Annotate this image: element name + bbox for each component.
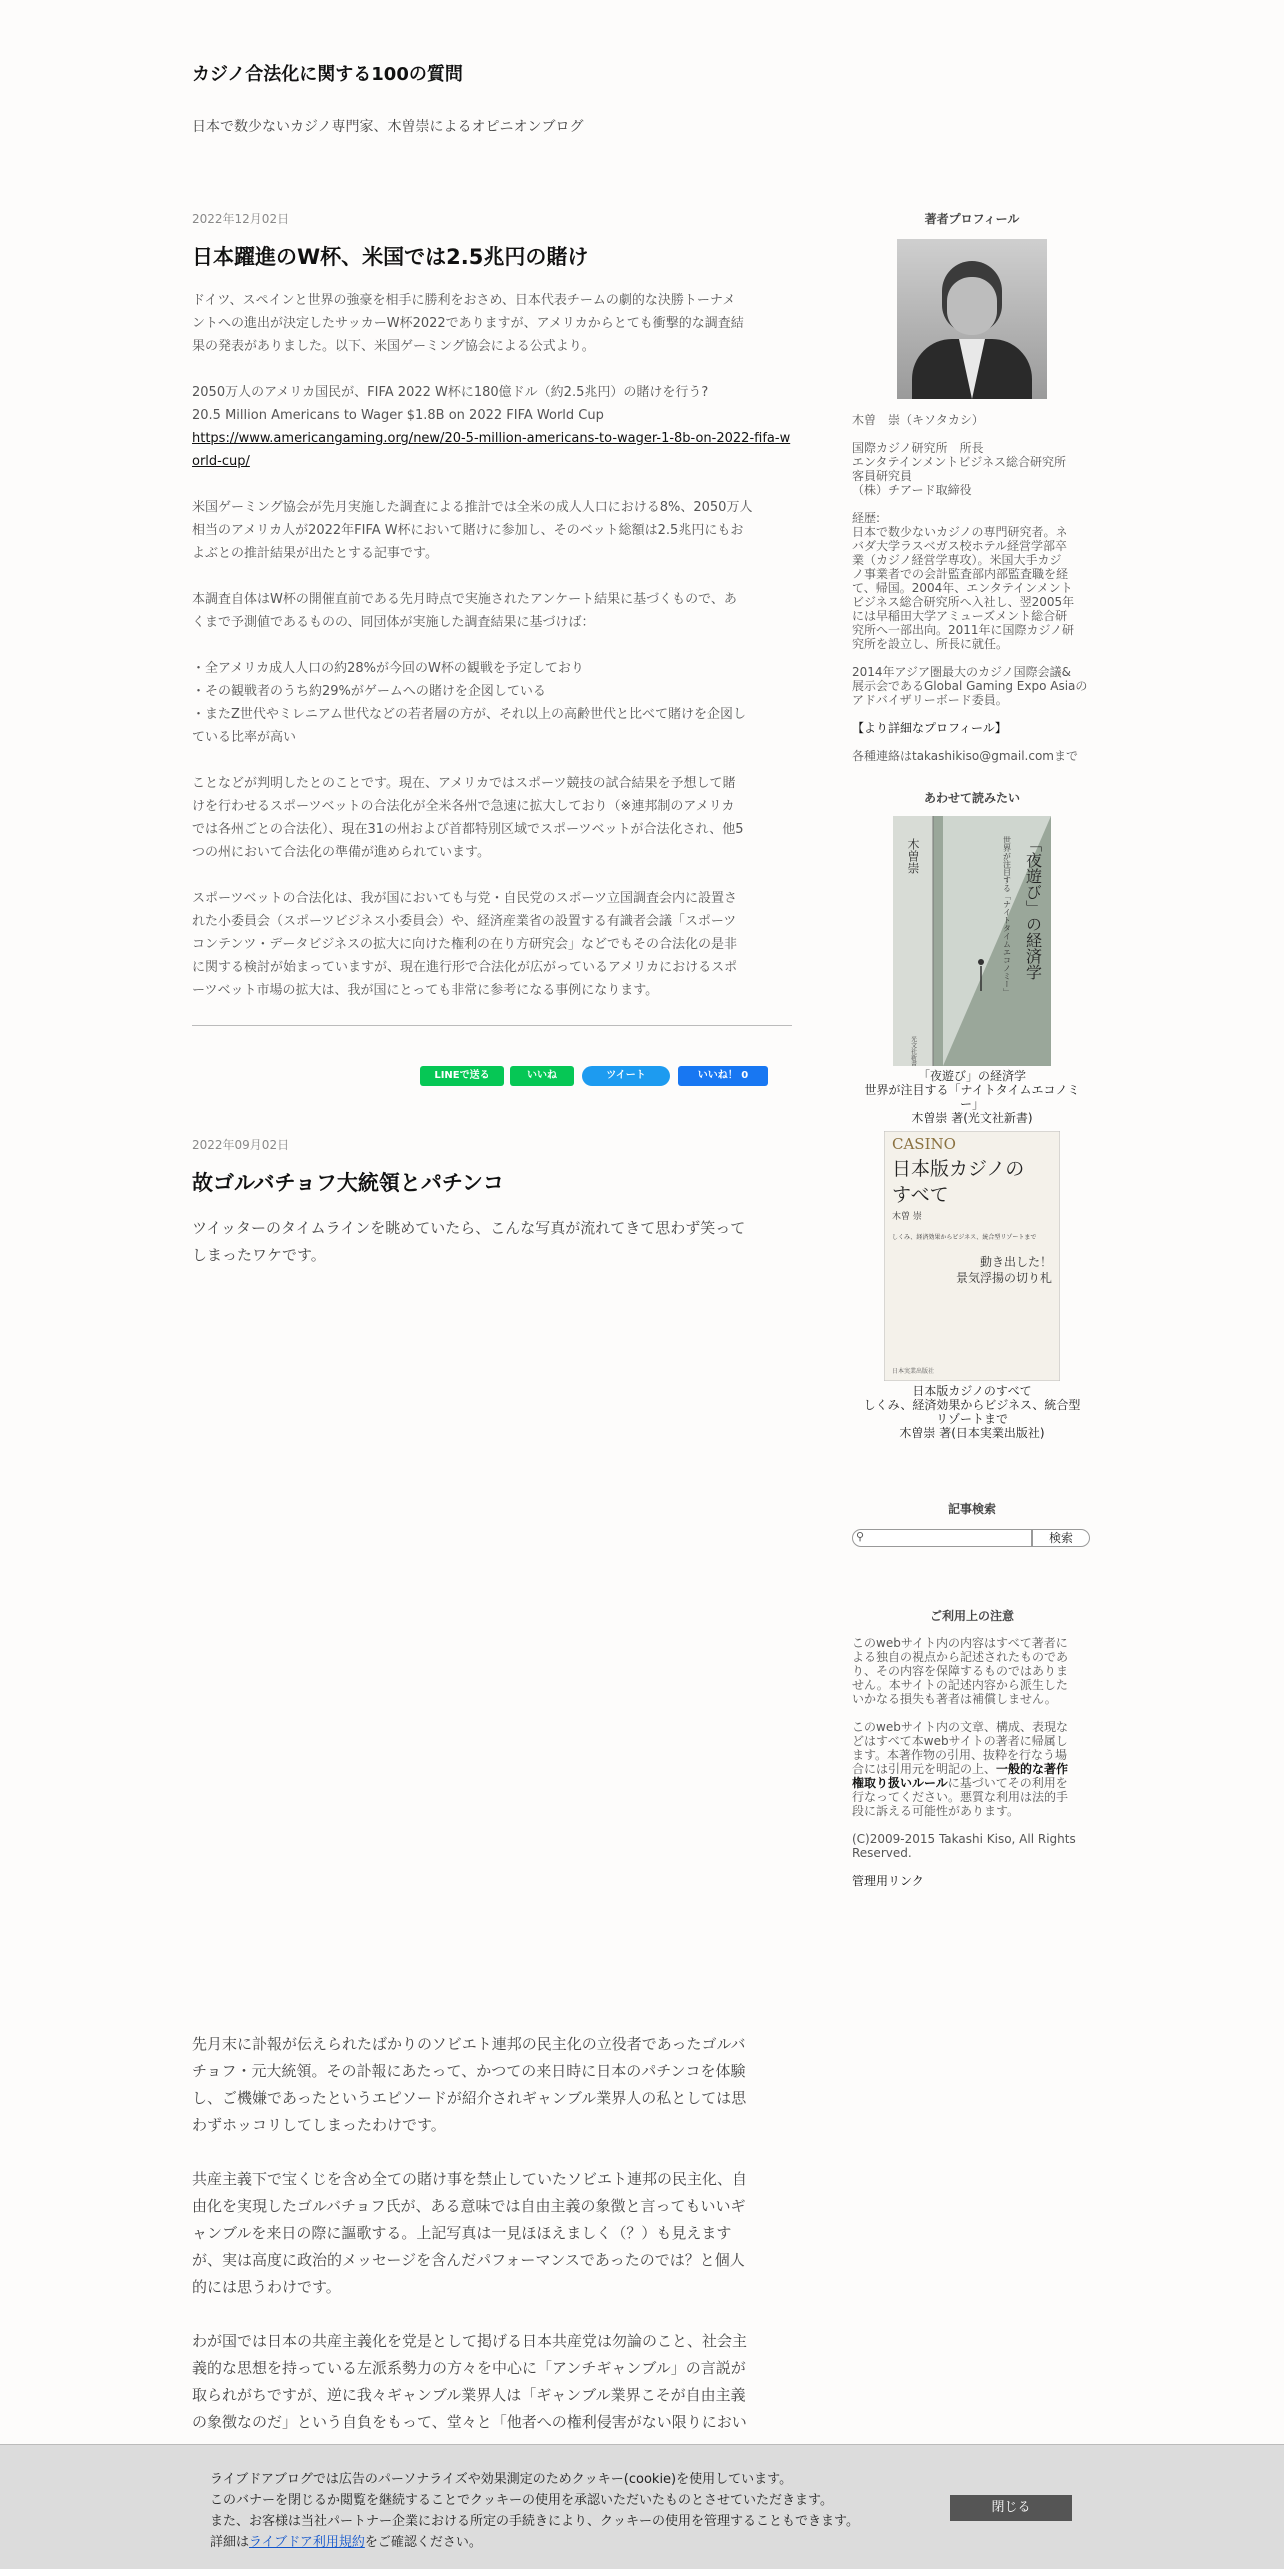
author-career-2: 2014年アジア圏最大のカジノ国際会議& 展示会であるGlobal Gaming Expo Asiaの アドバイザリーボード委員。 [852,665,1088,707]
blog-title[interactable]: カジノ合法化に関する100の質問 [192,64,463,85]
profile-heading: 著者プロフィール [924,212,1020,226]
book-2-caption[interactable]: 日本版カジノのすべて しくみ、経済効果からビジネス、統合型 リゾートまで 木曽崇 著(日本実業出版社) [863,1384,1081,1440]
line-send-button[interactable]: LINEで送る [420,1066,504,1086]
source-link[interactable]: https://www.americangaming.org/new/20-5-million-americans-to-wager-1-8b-on-2022-fifa-world-cup/ [192,431,791,469]
search-form [852,1529,1090,1547]
book-2-cover-publisher: 日本実業出版社 [892,1368,935,1375]
entry-2 [192,1136,792,2436]
terms-heading: ご利用上の注意 [929,1609,1014,1623]
book-1-cover-title: 「夜遊び」の経済学 [1023,836,1043,980]
search-input[interactable] [852,1529,1032,1547]
book-1-cover-author: 木曽崇 [906,838,920,874]
admin-link[interactable]: 管理用リンク [852,1874,924,1888]
terms-link[interactable]: ライブドア利用規約 [249,2535,365,2550]
search-heading: 記事検索 [947,1502,996,1516]
entry-paragraph: ドイツ、スペインと世界の強豪を相手に勝利をおさめ、日本代表チームの劇的な決勝トーナメ ントへの進出が決定したサッカーW杯2022でありますが、アメリカからとても衝撃的な調査結 果の発表がありました。以下、米国ゲーミング協会による公式より。 [192,293,744,354]
sidebar [852,210,1092,1888]
entry-paragraph: わが国では日本の共産主義化を党是として掲げる日本共産党は勿論のこと、社会主 義的な思想を持っている左派系勢力の方々を中心に「アンチギャンブル」の言説が 取られがちですが、逆に我々ギャンブル業界人は「ギャンブル業界こそが自由主義 の象徴なのだ」という自負をもって、堂々と「他者への権利侵害がない限りにおい [192,2332,748,2431]
embedded-tweet-area [192,1296,792,2031]
terms-text-2c: に基づいてその利用を 行なってください。悪質な利用は法的手 段に訴える可能性があります。 [852,1776,1069,1818]
terms-text-2 [852,1720,1092,1818]
cookie-banner [0,2444,1284,2569]
author-name: 木曽 崇（キソタカシ） [852,413,984,427]
entry-paragraph: ・全アメリカ成人人口の約28%が今回のW杯の観戦を予定しており ・その観戦者のうち約29%がゲームへの賭けを企図している ・またZ世代やミレニアム世代などの若者層の方が、それ以上の高齢世代と比べて賭けを企図し ている比率が高い [192,661,746,745]
career-label: 経歴: [852,511,881,525]
cookie-detail-suffix: をご確認ください。 [364,2535,482,2550]
book-2-cover-english: CASINO [892,1135,956,1153]
entry-1 [192,210,792,1090]
entry-paragraph [192,381,792,473]
book-1-cover-subtitle: 世界が注目する「ナイトタイムエコノミー」 [1002,836,1012,996]
copyright: (C)2009-2015 Takashi Kiso, All Rights Reserved. [852,1832,1076,1860]
cookie-detail-prefix: 詳細は [210,2535,250,2550]
entry-paragraph: ことなどが判明したとのことです。現在、アメリカではスポーツ競技の試合結果を予想して賭 けを行わせるスポーツベットの合法化が全米各州で急速に拡大しており（※連邦制のアメリカ では各州ごとの合法化）、現在31の州および首都特別区域でスポーツベットが合法化され、他5 つの州において合法化の準備が進められています。 [192,776,744,860]
author-career: 日本で数少ないカジノの専門研究者。ネ バダ大学ラスベガス校ホテル経営学部卒 業（カジノ経営学専攻）。米国大手カジ ノ事業者での会計監査部内部監査職を経 て、帰国。2004年、エンタテインメント ビジネス総合研究所へ入社し、翌2005年 には早稲田大学アミューズメント総合研 究所へ一部出向。2011年に国際カジノ研 究所を設立し、所長に就任。 [852,525,1075,651]
book-2-cover-title-1: 日本版カジノの [892,1158,1025,1180]
book-1-cover[interactable] [893,816,1051,1069]
book-1-cover-art [893,816,1051,1066]
line-like-button[interactable]: いいね [510,1066,574,1086]
books-heading: あわせて読みたい [923,791,1020,805]
book-2-cover-art [884,1131,1060,1381]
cookie-close-button[interactable]: 閉じる [950,2495,1072,2521]
cookie-message: ライブドアブログでは広告のパーソナライズや効果測定のためクッキー(cookie)を使用しています。 このバナーを閉じるか閲覧を継続することでクッキーの使用を承認いただいたものとさせていただきます。 また、お客様は当社パートナー企業における所定の手続きにより、クッキーの使用を管理することもできます。 [210,2472,859,2529]
social-buttons [192,1066,792,1090]
blog-description: 日本で数少ないカジノ専門家、木曽崇によるオピニオンブログ [192,119,584,135]
entry-paragraph: スポーツベットの合法化は、我が国においても与党・自民党のスポーツ立国調査会内に設置さ れた小委員会（スポーツビジネス小委員会）や、経済産業省の設置する有識者会議「スポーツ コンテンツ・データビジネスの拡大に向けた権利の在り方研究会」などでもその合法化の是非 に関する検討が始まっていますが、現在進行形で合法化が広がっているアメリカにおけるスポ ーツベット市場の拡大は、我が国にとっても非常に参考になる事例になります。 [192,891,738,998]
author-affiliation: 国際カジノ研究所 所長 エンタテインメントビジネス総合研究所 客員研究員 （株）チアード取締役 [852,441,1066,497]
entry-date: 2022年12月02日 [192,212,290,226]
book-2-cover-title-2: すべて [892,1184,949,1206]
facebook-like-button[interactable]: いいね！ 0 [678,1066,768,1086]
tweet-button[interactable]: ツイート [582,1066,670,1086]
copyright-rules-link[interactable]: 一般的な著作 権取り扱いルール [852,1762,1069,1790]
entry-paragraph: 先月末に訃報が伝えられたばかりのソビエト連邦の民主化の立役者であったゴルバ チョフ・元大統領。その訃報にあたって、かつての来日時に日本のパチンコを体験 し、ご機嫌であったというエピソードが紹介されギャンブル業界人の私としては思 わずホッコリしてしまったわけです。 [192,2035,747,2134]
entry-title[interactable]: 日本躍進のW杯、米国では2.5兆円の賭け [192,245,589,269]
entry-date: 2022年09月02日 [192,1138,290,1152]
entry-paragraph: ツイッターのタイムラインを眺めていたら、こんな写真が流れてきて思わず笑って しまったワケです。 [192,1219,746,1264]
book-2-cover[interactable] [884,1131,1060,1384]
entry-paragraph: 共産主義下で宝くじを含め全ての賭け事を禁止していたソビエト連邦の民主化、自 由化を実現したゴルバチョフ氏が、ある意味では自由主義の象徴と言ってもいいギ ャンブルを来日の際に謳歌する。上記写真は一見ほほえましく（？）も見えます が、実は高度に政治的メッセージを含んだパフォーマンスであったのでは？と個人 的には思うわけです。 [192,2170,748,2296]
terms-text-1: このwebサイト内の内容はすべて著者に よる独自の視点から記述されたものであ り、その内容を保障するものではありま せん。本サイトの記述内容から派生した いかなる損失も著者は補償しません。 [852,1636,1069,1706]
terms-text-2a: このwebサイト内の文章、構成、表現な どはすべて本webサイトの著者に帰属し ます。本著作物の引用、抜粋を行なう場 合には引用元を明記の上、 [852,1720,1068,1776]
search-icon: ⚲ [856,1530,865,1543]
cookie-text [210,2469,859,2553]
book-2-cover-author: 木曽 崇 [892,1212,922,1222]
entry-paragraph: 本調査自体はW杯の開催直前である先月時点で実施されたアンケート結果に基づくもので、あ くまで予測値であるものの、同団体が実施した調査結果に基づけば： [192,592,737,630]
book-1-caption[interactable]: 「夜遊び」の経済学 世界が注目する「ナイトタイムエコノミ ー」 木曽崇 著(光文社新書) [864,1069,1080,1125]
entry-paragraph: 米国ゲーミング協会が先月実施した調査による推計では全米の成人人口における8%、2050万人 相当のアメリカ人が2022年FIFA W杯において賭けに参加し、そのベット総額は2.5兆円にもお よぶとの推計結果が出たとする記事です。 [192,500,753,561]
contact-info: 各種連絡はtakashikiso@gmail.comまで [852,749,1078,763]
book-2-cover-slogan-2: 景気浮揚の切り札 [955,1271,1052,1285]
main-column [192,210,792,2463]
author-photo [897,239,1047,399]
divider [192,1025,792,1026]
book-1-cover-publisher: 光文社新書 [909,1036,917,1066]
entry-title[interactable]: 故ゴルバチョフ大統領とパチンコ [192,1171,504,1195]
book-2-cover-subtitle: しくみ、経済効果からビジネス、統合型リゾートまで [892,1234,1037,1241]
profile-link[interactable]: 【より詳細なプロフィール】 [852,721,1007,735]
search-button[interactable]: 検索 [1032,1529,1090,1547]
book-2-cover-slogan-1: 動き出した！ [979,1255,1052,1269]
entry-text: 2050万人のアメリカ国民が、FIFA 2022 W杯に180億ドル（約2.5兆円）の賭けを行う? 20.5 Million Americans to Wager $1.8B on 2022 FIFA World Cup [192,385,709,423]
